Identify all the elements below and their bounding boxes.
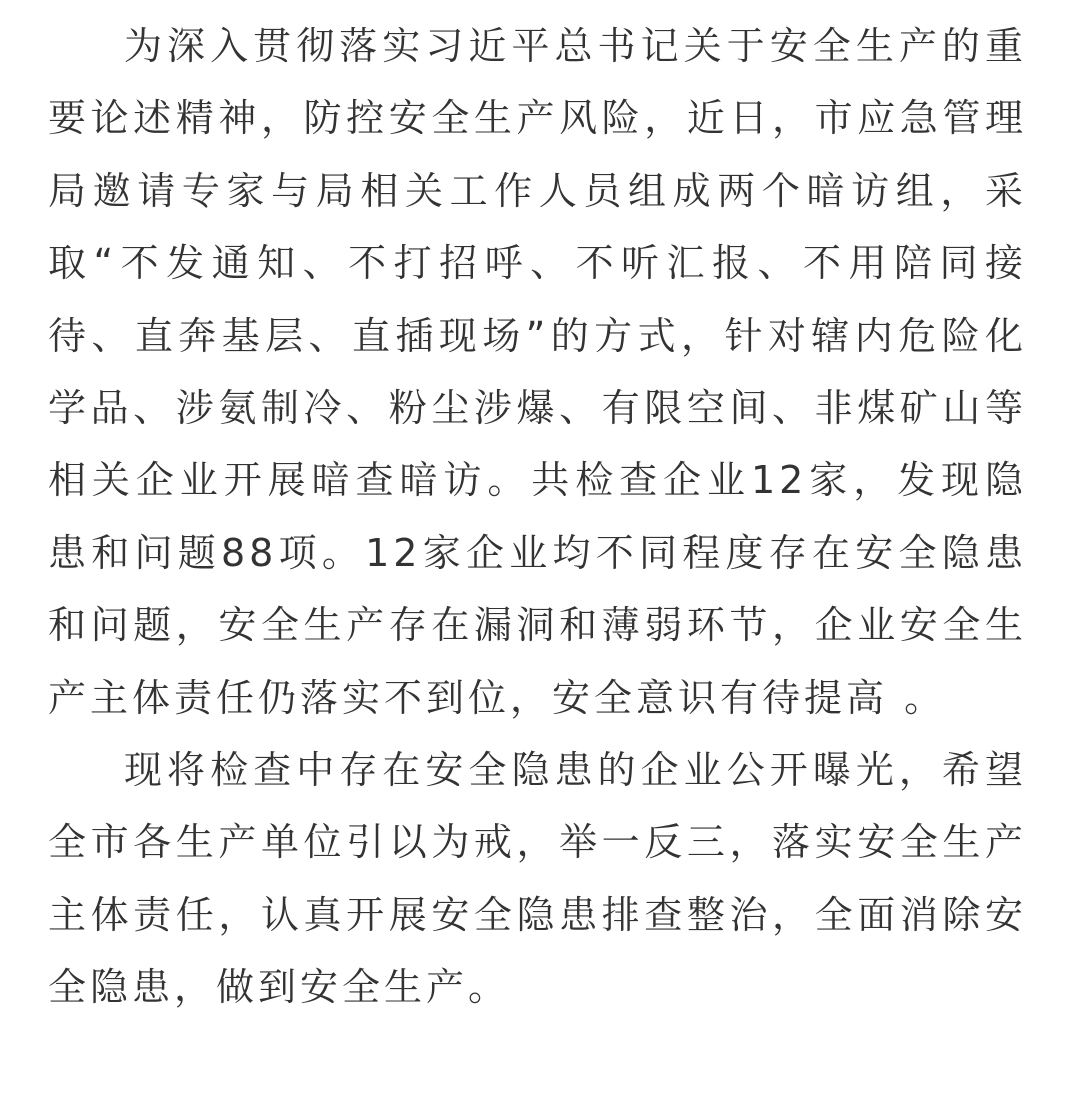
paragraph-public-exposure: 现将检查中存在安全隐患的企业公开曝光，希望全市各生产单位引以为戒，举一反三，落实安全生产主体责任，认真开展安全隐患排查整治，全面消除安全隐患，做到安全生产。 [48,748,1027,1010]
paragraph-inspection-summary: 为深入贯彻落实习近平总书记关于安全生产的重要论述精神，防控安全生产风险，近日，市应急管理局邀请专家与局相关工作人员组成两个暗访组，采取“不发通知、不打招呼、不听汇报、不用陪同接待、直奔基层、直插现场”的方式，针对辖内危险化学品、涉氨制冷、粉尘涉爆、有限空间、非煤矿山等相关企业开展暗查暗访。共检查企业12家，发现隐患和问题88项。12家企业均不同程度存在安全隐患和问题，安全生产存在漏洞和薄弱环节，企业安全生产主体责任仍落实不到位，安全意识有待提高 。 [48,24,1027,720]
